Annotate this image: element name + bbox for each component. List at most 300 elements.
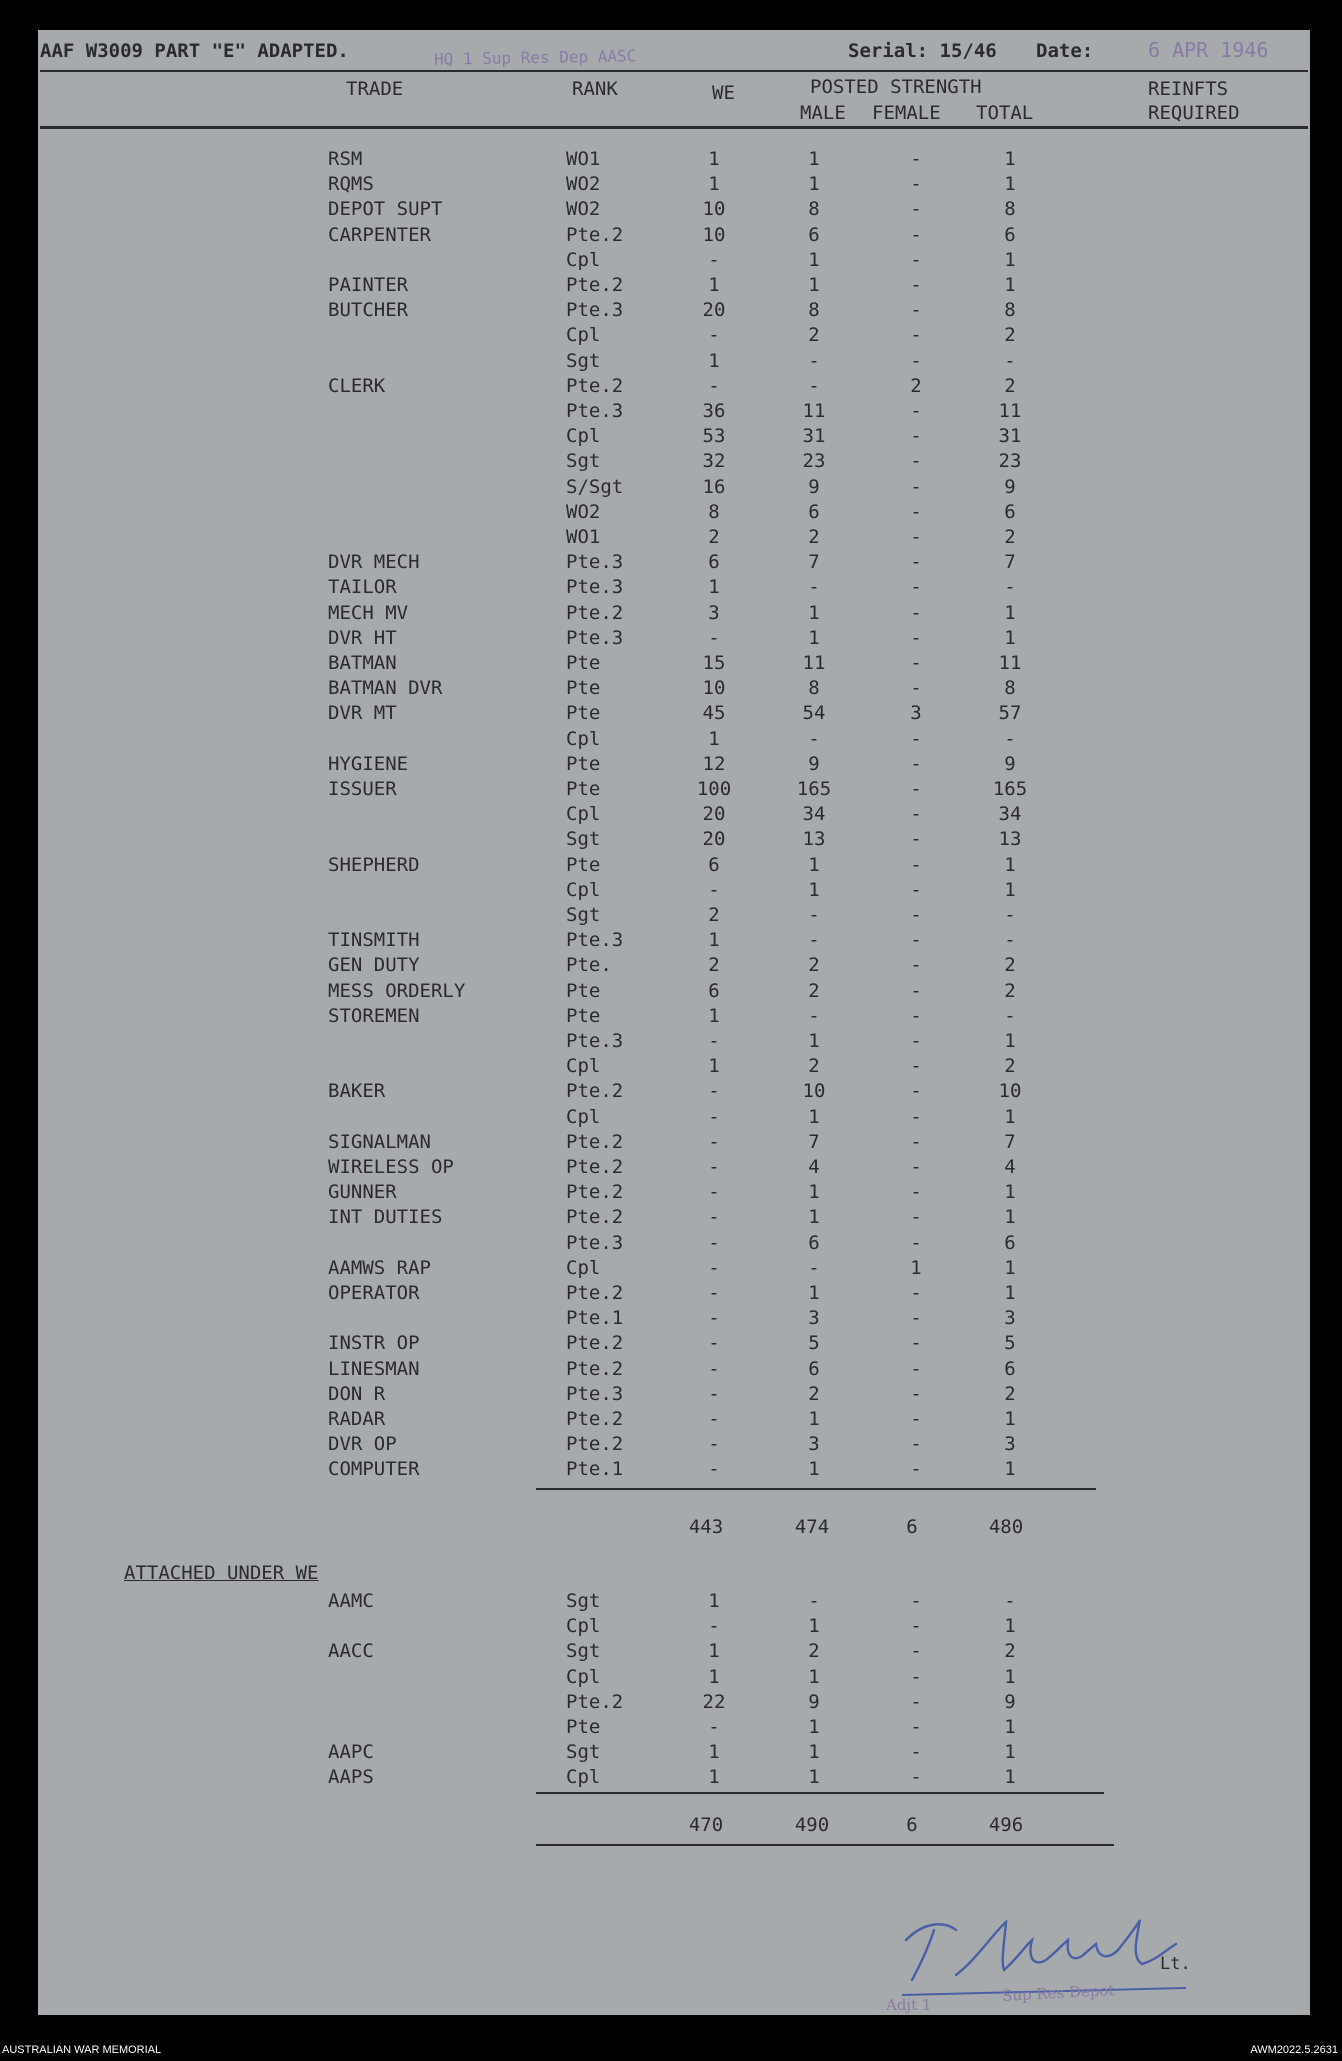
table-row: [38, 1131, 1310, 1156]
male-cell: 6: [808, 1357, 820, 1380]
trade-cell: AAMWS RAP: [328, 1256, 431, 1279]
female-cell: -: [910, 324, 922, 347]
we-cell: 20: [702, 299, 726, 322]
trade-cell: GEN DUTY: [328, 954, 420, 977]
female-cell: -: [910, 979, 922, 1002]
rank-cell: Pte.2: [566, 274, 624, 296]
male-cell: 1: [808, 1408, 820, 1430]
total-cell: 1: [1004, 1408, 1016, 1430]
trade-cell: DVR MT: [328, 702, 397, 725]
table-row: [38, 1181, 1310, 1206]
female-cell: -: [910, 601, 922, 624]
we-cell: -: [708, 1130, 720, 1153]
total-cell: 1: [1004, 1256, 1016, 1279]
we-cell: 100: [696, 778, 732, 800]
signature-title: Adjt 1: [886, 1996, 932, 2014]
table-row: [38, 627, 1310, 652]
table-row: [38, 980, 1310, 1005]
total-cell: 1: [1004, 1030, 1016, 1052]
male-cell: 1: [808, 601, 820, 624]
footer-source: AUSTRALIAN WAR MEMORIAL: [2, 2044, 162, 2056]
female-cell: -: [910, 274, 922, 296]
rank-cell: Sgt: [566, 349, 601, 372]
we-cell: 1: [708, 1741, 720, 1764]
female-cell: 2: [910, 374, 922, 397]
total-cell: 57: [998, 702, 1022, 725]
total-cell: -: [1004, 929, 1016, 952]
table-row: [38, 1332, 1310, 1357]
subtotal-rule: [536, 1488, 1096, 1490]
we-cell: 2: [708, 526, 720, 548]
rank-cell: Sgt: [566, 904, 601, 926]
trade-cell: PAINTER: [328, 274, 409, 296]
female-cell: -: [910, 450, 922, 473]
male-cell: 9: [808, 1690, 820, 1713]
female-cell: -: [910, 929, 922, 952]
trade-cell: BUTCHER: [328, 299, 409, 322]
rank-cell: Cpl: [566, 425, 601, 448]
table-row: [38, 1615, 1310, 1640]
male-cell: -: [808, 1004, 820, 1027]
trade-cell: AACC: [328, 1640, 374, 1663]
table-row: [38, 1005, 1310, 1030]
trade-cell: INT DUTIES: [328, 1206, 443, 1229]
table-row: [38, 274, 1310, 299]
trade-cell: SHEPHERD: [328, 853, 420, 876]
we-cell: 1: [708, 1055, 720, 1078]
we-cell: -: [708, 878, 720, 901]
male-cell: 1: [808, 274, 820, 296]
total-cell: 34: [998, 803, 1022, 826]
table-row: [38, 1766, 1310, 1791]
footer-accession: AWM2022.5.2631: [1250, 2044, 1338, 2056]
male-cell: 7: [808, 1130, 820, 1153]
rank-cell: Pte.1: [566, 1458, 624, 1481]
attached-heading: ATTACHED UNDER WE: [124, 1562, 319, 1584]
trade-cell: COMPUTER: [328, 1458, 420, 1481]
date-stamp: 6 APR 1946: [1148, 38, 1269, 62]
rank-cell: Cpl: [566, 1665, 601, 1688]
subtotal-total: 480: [988, 1516, 1024, 1538]
female-cell: -: [910, 1332, 922, 1355]
we-cell: 20: [702, 803, 726, 826]
female-cell: -: [910, 1665, 922, 1688]
trade-cell: DEPOT SUPT: [328, 198, 443, 221]
male-cell: 1: [808, 1206, 820, 1229]
trade-cell: OPERATOR: [328, 1282, 420, 1304]
female-cell: -: [910, 1640, 922, 1663]
trade-cell: CLERK: [328, 374, 386, 397]
rank-cell: Pte.3: [566, 1231, 624, 1254]
trade-cell: GUNNER: [328, 1181, 397, 1204]
male-cell: 2: [808, 1055, 820, 1078]
trade-cell: AAPC: [328, 1741, 374, 1764]
we-cell: -: [708, 1256, 720, 1279]
total-cell: 11: [998, 652, 1022, 674]
rank-cell: Sgt: [566, 1590, 601, 1612]
male-cell: 1: [808, 878, 820, 901]
male-cell: -: [808, 929, 820, 952]
female-cell: -: [910, 954, 922, 977]
rank-cell: Sgt: [566, 1741, 601, 1764]
female-cell: -: [910, 878, 922, 901]
male-cell: 9: [808, 752, 820, 775]
table-row: [38, 526, 1310, 551]
table-row: [38, 1590, 1310, 1615]
col-trade: TRADE: [346, 78, 404, 100]
male-cell: 2: [808, 324, 820, 347]
trade-cell: HYGIENE: [328, 752, 409, 775]
male-cell: 6: [808, 1231, 820, 1254]
female-cell: -: [910, 778, 922, 800]
total-cell: 2: [1004, 1640, 1016, 1663]
rank-cell: WO1: [566, 526, 601, 548]
we-cell: -: [708, 1332, 720, 1355]
table-row: [38, 501, 1310, 526]
total-cell: 23: [998, 450, 1022, 473]
female-cell: -: [910, 1105, 922, 1128]
rank-cell: Pte: [566, 752, 601, 775]
female-cell: -: [910, 1055, 922, 1078]
table-row: [38, 1716, 1310, 1741]
female-cell: -: [910, 1766, 922, 1789]
female-cell: -: [910, 500, 922, 523]
rank-cell: Cpl: [566, 1766, 601, 1789]
total-cell: 1: [1004, 1206, 1016, 1229]
we-cell: 1: [708, 1766, 720, 1789]
male-cell: 10: [802, 1080, 826, 1103]
trade-cell: CARPENTER: [328, 223, 431, 246]
female-cell: -: [910, 1156, 922, 1178]
col-rank: RANK: [572, 78, 618, 100]
total-cell: 5: [1004, 1332, 1016, 1355]
total-cell: 13: [998, 828, 1022, 851]
trade-cell: WIRELESS OP: [328, 1156, 454, 1178]
rank-cell: Pte: [566, 853, 601, 876]
subtotal-female: 6: [906, 1516, 918, 1538]
total-cell: 8: [1004, 677, 1016, 700]
female-cell: -: [910, 475, 922, 498]
rank-cell: Pte.2: [566, 1282, 624, 1304]
we-cell: 20: [702, 828, 726, 851]
male-cell: 1: [808, 173, 820, 196]
we-cell: -: [708, 1105, 720, 1128]
male-cell: 1: [808, 626, 820, 649]
total-cell: 6: [1004, 1231, 1016, 1254]
female-cell: 3: [910, 702, 922, 725]
rank-cell: Sgt: [566, 1640, 601, 1663]
trade-cell: TAILOR: [328, 576, 397, 599]
total-cell: 1: [1004, 248, 1016, 271]
we-cell: 1: [708, 274, 720, 296]
table-row: [38, 1232, 1310, 1257]
trade-cell: SIGNALMAN: [328, 1130, 431, 1153]
female-cell: -: [910, 727, 922, 750]
female-cell: -: [910, 1231, 922, 1254]
total-cell: -: [1004, 904, 1016, 926]
table-row: [38, 1257, 1310, 1282]
col-total: TOTAL: [976, 102, 1034, 124]
we-cell: 1: [708, 1640, 720, 1663]
male-cell: 11: [802, 652, 826, 674]
rank-cell: Pte.: [566, 954, 612, 977]
total-cell: 10: [998, 1080, 1022, 1103]
we-cell: 36: [702, 400, 726, 422]
total-cell: 7: [1004, 551, 1016, 574]
male-cell: -: [808, 1590, 820, 1612]
male-cell: 1: [808, 1282, 820, 1304]
table-row: [38, 350, 1310, 375]
male-cell: 3: [808, 1433, 820, 1456]
col-reinfts: REINFTS: [1148, 78, 1229, 100]
we-cell: -: [708, 1030, 720, 1052]
we-cell: 1: [708, 1590, 720, 1612]
female-cell: 1: [910, 1256, 922, 1279]
rank-cell: WO1: [566, 148, 601, 170]
document-sheet: [38, 30, 1310, 2015]
rank-cell: Pte.2: [566, 1130, 624, 1153]
table-row: [38, 1666, 1310, 1691]
rank-cell: Cpl: [566, 248, 601, 271]
we-cell: 1: [708, 173, 720, 196]
female-cell: -: [910, 677, 922, 700]
trade-cell: RADAR: [328, 1408, 386, 1430]
col-we: WE: [712, 82, 735, 104]
we-cell: -: [708, 1080, 720, 1103]
female-cell: -: [910, 1716, 922, 1738]
we-cell: 6: [708, 853, 720, 876]
total-cell: 2: [1004, 526, 1016, 548]
table-row: [38, 1358, 1310, 1383]
female-cell: -: [910, 1307, 922, 1330]
female-cell: -: [910, 1690, 922, 1713]
male-cell: 2: [808, 979, 820, 1002]
table-row: [38, 1458, 1310, 1483]
rank-cell: Cpl: [566, 324, 601, 347]
total-cell: 3: [1004, 1433, 1016, 1456]
female-cell: -: [910, 1458, 922, 1481]
female-cell: -: [910, 400, 922, 422]
male-cell: -: [808, 374, 820, 397]
table-row: [38, 1080, 1310, 1105]
rank-cell: Pte.3: [566, 1382, 624, 1405]
table-row: [38, 1408, 1310, 1433]
we-cell: 1: [708, 1004, 720, 1027]
total-cell: -: [1004, 727, 1016, 750]
rank-cell: Pte.2: [566, 1357, 624, 1380]
we-cell: 53: [702, 425, 726, 448]
total-cell: -: [1004, 1590, 1016, 1612]
trade-cell: AAMC: [328, 1590, 374, 1612]
we-cell: 10: [702, 677, 726, 700]
trade-cell: MESS ORDERLY: [328, 979, 466, 1002]
total-cell: 8: [1004, 198, 1016, 221]
male-cell: 2: [808, 1640, 820, 1663]
table-row: [38, 576, 1310, 601]
rank-cell: Pte.3: [566, 1030, 624, 1052]
table-row: [38, 904, 1310, 929]
table-row: [38, 299, 1310, 324]
we-cell: 8: [708, 500, 720, 523]
table-row: [38, 879, 1310, 904]
we-cell: 16: [702, 475, 726, 498]
total-cell: 8: [1004, 299, 1016, 322]
table-row: [38, 224, 1310, 249]
we-cell: 1: [708, 148, 720, 170]
table-row: [38, 652, 1310, 677]
female-cell: -: [910, 1382, 922, 1405]
table-row: [38, 476, 1310, 501]
total-cell: 1: [1004, 274, 1016, 296]
subtotal-row: [38, 1516, 1310, 1541]
total-cell: 1: [1004, 853, 1016, 876]
we-cell: -: [708, 1307, 720, 1330]
female-cell: -: [910, 1741, 922, 1764]
female-cell: -: [910, 1408, 922, 1430]
rank-cell: Pte.3: [566, 626, 624, 649]
table-row: [38, 728, 1310, 753]
table-row: [38, 1206, 1310, 1231]
total-cell: 6: [1004, 500, 1016, 523]
total-cell: 1: [1004, 1181, 1016, 1204]
trade-cell: MECH MV: [328, 601, 409, 624]
female-cell: -: [910, 803, 922, 826]
male-cell: 34: [802, 803, 826, 826]
we-cell: 10: [702, 198, 726, 221]
header-bottom-rule: [40, 126, 1308, 129]
rank-cell: Sgt: [566, 828, 601, 851]
rank-cell: WO2: [566, 198, 601, 221]
female-cell: -: [910, 1206, 922, 1229]
subtotal-male: 474: [794, 1516, 830, 1538]
male-cell: -: [808, 904, 820, 926]
table-row: [38, 602, 1310, 627]
rank-cell: Cpl: [566, 1055, 601, 1078]
female-cell: -: [910, 1030, 922, 1052]
we-cell: 12: [702, 752, 726, 775]
table-row: [38, 1282, 1310, 1307]
table-row: [38, 324, 1310, 349]
male-cell: 6: [808, 223, 820, 246]
table-row: [38, 778, 1310, 803]
rank-cell: Pte.3: [566, 551, 624, 574]
unit-stamp: HQ 1 Sup Res Dep AASC: [433, 46, 637, 69]
female-cell: -: [910, 652, 922, 674]
female-cell: -: [910, 526, 922, 548]
we-cell: 1: [708, 349, 720, 372]
rank-cell: Pte.2: [566, 1433, 624, 1456]
table-row: [38, 551, 1310, 576]
total-cell: 6: [1004, 1357, 1016, 1380]
table-row: [38, 1030, 1310, 1055]
male-cell: 8: [808, 198, 820, 221]
male-cell: 4: [808, 1156, 820, 1178]
rank-cell: Pte.2: [566, 1080, 624, 1103]
trade-cell: INSTR OP: [328, 1332, 420, 1355]
female-cell: -: [910, 752, 922, 775]
female-cell: -: [910, 904, 922, 926]
we-cell: -: [708, 1206, 720, 1229]
rank-cell: Pte.3: [566, 400, 624, 422]
rank-cell: Pte: [566, 1004, 601, 1027]
table-row: [38, 803, 1310, 828]
female-cell: -: [910, 1590, 922, 1612]
grand-total-male: 490: [794, 1814, 830, 1836]
total-cell: 1: [1004, 626, 1016, 649]
total-cell: 4: [1004, 1156, 1016, 1178]
male-cell: 1: [808, 1766, 820, 1789]
male-cell: 1: [808, 1615, 820, 1638]
we-cell: -: [708, 1458, 720, 1481]
total-cell: 1: [1004, 1615, 1016, 1638]
we-cell: -: [708, 1408, 720, 1430]
male-cell: -: [808, 576, 820, 599]
male-cell: 23: [802, 450, 826, 473]
rank-cell: Pte.2: [566, 1206, 624, 1229]
rank-cell: Pte: [566, 677, 601, 700]
total-cell: 1: [1004, 148, 1016, 170]
total-cell: 1: [1004, 1105, 1016, 1128]
signature-unit: Sup Res Depot: [1001, 1981, 1115, 2005]
rank-cell: Pte.2: [566, 1181, 624, 1204]
we-cell: -: [708, 374, 720, 397]
male-cell: -: [808, 727, 820, 750]
table-row: [38, 249, 1310, 274]
we-cell: 3: [708, 601, 720, 624]
trade-cell: AAPS: [328, 1766, 374, 1789]
rank-cell: Pte.2: [566, 1690, 624, 1713]
total-cell: 6: [1004, 223, 1016, 246]
male-cell: 165: [796, 778, 832, 800]
female-cell: -: [910, 551, 922, 574]
trade-cell: STOREMEN: [328, 1004, 420, 1027]
we-cell: 1: [708, 727, 720, 750]
total-cell: 2: [1004, 324, 1016, 347]
female-cell: -: [910, 1004, 922, 1027]
female-cell: -: [910, 198, 922, 221]
we-cell: 15: [702, 652, 726, 674]
we-cell: 2: [708, 954, 720, 977]
table-row: [38, 1383, 1310, 1408]
col-male: MALE: [800, 102, 846, 124]
female-cell: -: [910, 148, 922, 170]
header-top-rule: [40, 70, 1308, 72]
female-cell: -: [910, 626, 922, 649]
trade-cell: BATMAN: [328, 652, 397, 674]
rank-cell: Cpl: [566, 803, 601, 826]
grand-total-female: 6: [906, 1814, 918, 1836]
total-cell: 31: [998, 425, 1022, 448]
female-cell: -: [910, 349, 922, 372]
table-row: [38, 929, 1310, 954]
grand-total-top-rule: [536, 1792, 1104, 1794]
rank-cell: Pte.2: [566, 601, 624, 624]
we-cell: 1: [708, 1665, 720, 1688]
total-cell: -: [1004, 576, 1016, 599]
rank-cell: Pte.1: [566, 1307, 624, 1330]
rank-cell: Pte: [566, 652, 601, 674]
total-cell: 9: [1004, 752, 1016, 775]
rank-cell: Pte: [566, 778, 601, 800]
subtotal-we: 443: [688, 1516, 724, 1538]
trade-cell: DVR MECH: [328, 551, 420, 574]
trade-cell: LINESMAN: [328, 1357, 420, 1380]
rank-cell: Cpl: [566, 727, 601, 750]
trade-cell: DVR OP: [328, 1433, 397, 1456]
we-cell: 1: [708, 929, 720, 952]
total-cell: 1: [1004, 173, 1016, 196]
trade-cell: DON R: [328, 1382, 386, 1405]
